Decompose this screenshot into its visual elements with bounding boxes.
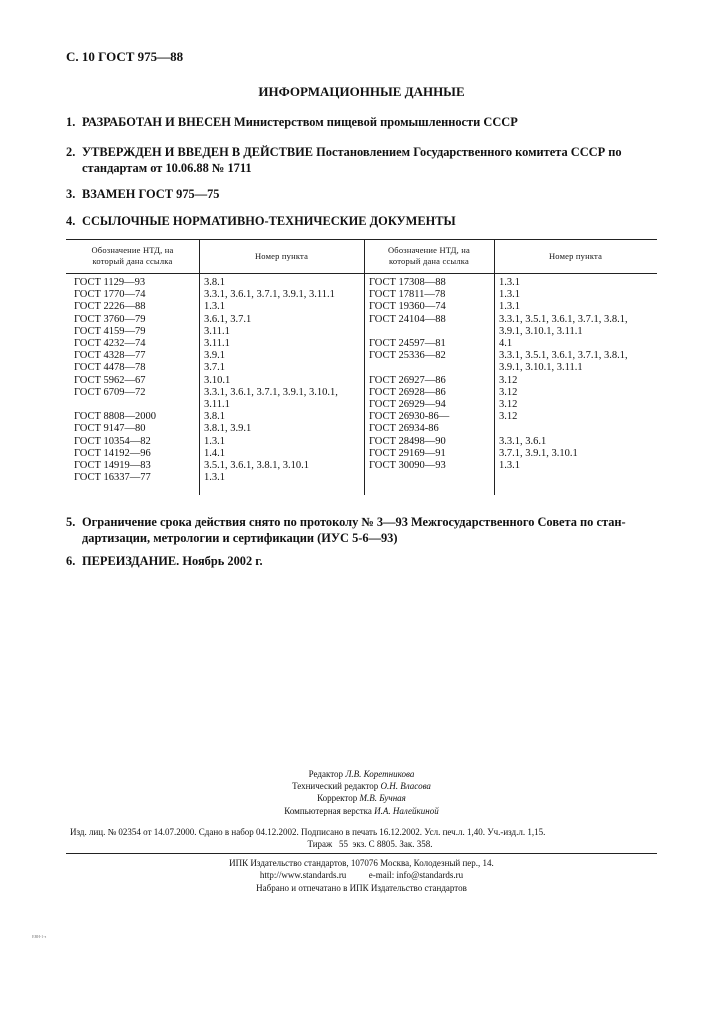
section-text-continued: дартизации, метрологии и сертификации (ИУС 5-6—93) <box>82 531 398 545</box>
credit-corrector: Корректор М.В. Бучная <box>317 793 406 804</box>
publisher-contacts: http://www.standards.ru e-mail: info@standards.ru <box>259 870 464 881</box>
section-number: 4. <box>66 214 76 228</box>
page-title: ИНФОРМАЦИОННЫЕ ДАННЫЕ <box>258 84 465 99</box>
publisher-printed: Набрано и отпечатано в ИПК Издательство стандартов <box>256 882 467 893</box>
section-4 <box>66 213 666 229</box>
credit-editor: Редактор Л.В. Коретникова <box>308 769 415 779</box>
section-number: 1. <box>66 115 76 129</box>
section-text: Ограничение срока действия снято по протоколу № 3—93 Межгосударственного Совета по стан- <box>82 515 626 529</box>
table-header-rule <box>66 273 657 274</box>
section-text: ВЗАМЕН ГОСТ 975—75 <box>82 187 220 201</box>
table-header-doc: Обозначение НТД, на который дана ссылка <box>387 245 471 266</box>
table-divider <box>494 239 495 495</box>
table-column-items: 1.3.1 1.3.1 1.3.1 3.3.1, 3.5.1, 3.6.1, 3.7.1, 3.8.1, 3.9.1, 3.10.1, 3.11.1 4.1 3.3.1, 3.5.1, 3.6.1, 3.7.1, 3.8.1, 3.9.1, 3.10.1, 3.11.1 3.12 3.12 3.12 3.12 3.3.1, 3.6.1 3.7.1, 3.9.1, 3.10.1 1.3.1 <box>499 277 628 472</box>
publisher-info <box>0 857 723 894</box>
credit-tech-editor: Технический редактор О.Н. Власова <box>292 781 431 792</box>
section-number: 6. <box>66 554 76 568</box>
table-divider <box>364 239 365 495</box>
section-3 <box>66 186 666 202</box>
imprint <box>70 826 670 850</box>
footer-mark: ЕВН-1-з <box>32 934 47 939</box>
table-header-item: Номер пункта <box>254 251 309 261</box>
section-6 <box>66 553 666 569</box>
editorial-credits <box>0 768 723 817</box>
section-number: 3. <box>66 187 76 201</box>
imprint-line: Изд. лиц. № 02354 от 14.07.2000. Сдано в набор 04.12.2002. Подписано в печать 16.12.2002. Усл. печ.л. 1,40. Уч.-изд.л. 1,15. <box>70 827 546 837</box>
imprint-line: Тираж 55 экз. С 8805. Зак. 358. <box>307 839 433 849</box>
credit-layout: Компьютерная верстка И.А. Налейкиной <box>284 805 439 816</box>
table-top-rule <box>66 239 657 240</box>
section-1 <box>66 114 666 130</box>
table-header-doc: Обозначение НТД, на который дана ссылка <box>91 245 174 266</box>
section-2 <box>66 144 666 176</box>
table-divider <box>199 239 200 495</box>
page-header: С. 10 ГОСТ 975—88 <box>66 49 184 64</box>
section-5 <box>66 514 666 546</box>
section-text: ССЫЛОЧНЫЕ НОРМАТИВНО-ТЕХНИЧЕСКИЕ ДОКУМЕНТЫ <box>82 214 456 228</box>
table-header-item: Номер пункта <box>548 251 603 261</box>
section-text: УТВЕРЖДЕН И ВВЕДЕН В ДЕЙСТВИЕ Постановлением Государственного комитета СССР по <box>82 145 622 159</box>
table-column-docs: ГОСТ 1129—93 ГОСТ 1770—74 ГОСТ 2226—88 ГОСТ 3760—79 ГОСТ 4159—79 ГОСТ 4232—74 ГОСТ 4328—77 ГОСТ 4478—78 ГОСТ 5962—67 ГОСТ 6709—72 ГОСТ 8808—2000 ГОСТ 9147—80 ГОСТ 10354—82 ГОСТ 14192—96 ГОСТ 14919—83 ГОСТ 16337—77 <box>74 277 157 484</box>
imprint-rule <box>66 853 657 854</box>
section-number: 2. <box>66 145 76 159</box>
section-text: РАЗРАБОТАН И ВНЕСЕН Министерством пищевой промышленности СССР <box>82 115 518 129</box>
section-text-continued: стандартам от 10.06.88 № 1711 <box>82 161 252 175</box>
table-column-items: 3.8.1 3.3.1, 3.6.1, 3.7.1, 3.9.1, 3.11.1 1.3.1 3.6.1, 3.7.1 3.11.1 3.11.1 3.9.1 3.7.1 3.10.1 3.3.1, 3.6.1, 3.7.1, 3.9.1, 3.10.1, 3.11.1 3.8.1 3.8.1, 3.9.1 1.3.1 1.4.1 3.5.1, 3.6.1, 3.8.1, 3.10.1 1.3.1 <box>204 277 338 484</box>
table-column-docs: ГОСТ 17308—88 ГОСТ 17811—78 ГОСТ 19360—74 ГОСТ 24104—88 ГОСТ 24597—81 ГОСТ 25336—82 ГОСТ 26927—86 ГОСТ 26928—86 ГОСТ 26929—94 ГОСТ 26930-86— ГОСТ 26934-86 ГОСТ 28498—90 ГОСТ 29169—91 ГОСТ 30090—93 <box>369 277 450 472</box>
publisher-address: ИПК Издательство стандартов, 107076 Москва, Колодезный пер., 14. <box>229 858 494 868</box>
section-text: ПЕРЕИЗДАНИЕ. Ноябрь 2002 г. <box>82 554 263 568</box>
section-number: 5. <box>66 515 76 529</box>
